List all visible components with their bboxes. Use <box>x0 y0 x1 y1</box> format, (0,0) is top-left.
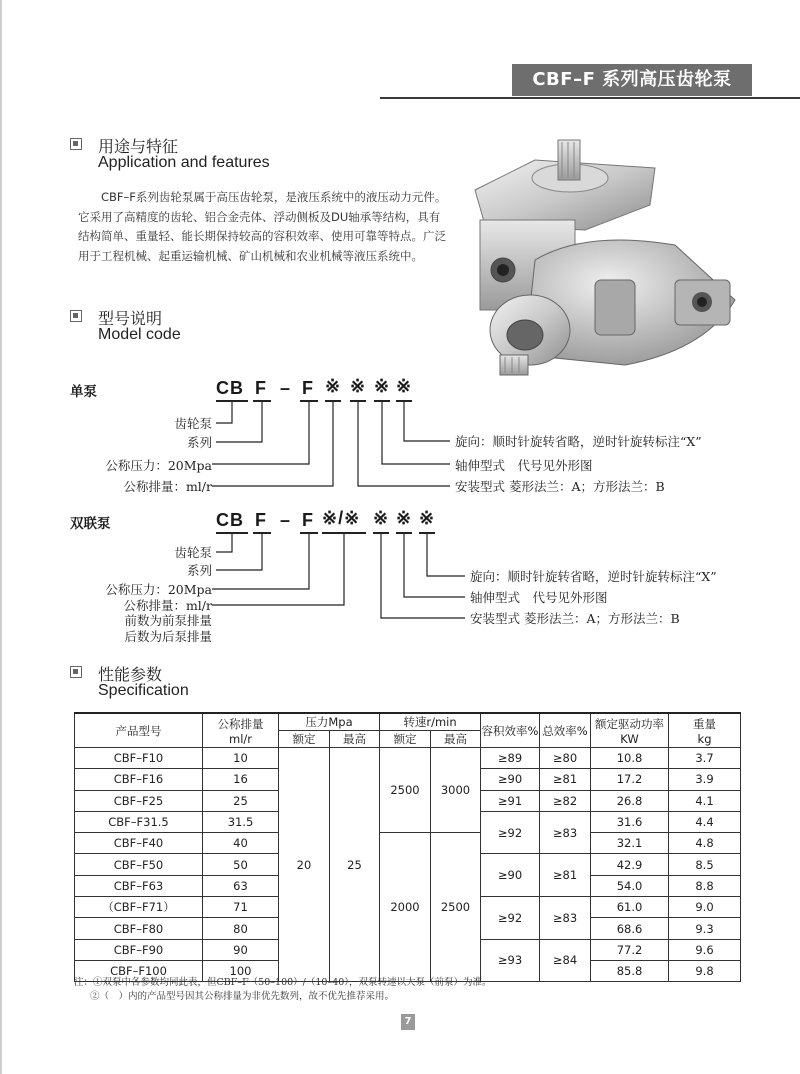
gear-pump-photo <box>465 130 765 390</box>
code-underline <box>325 400 341 402</box>
code-underline <box>419 532 435 534</box>
code-underline <box>253 400 271 402</box>
leader-line <box>212 534 309 589</box>
code-underline <box>216 400 248 402</box>
table-notes <box>74 976 492 1004</box>
leader-line <box>216 534 262 570</box>
header-speed-rated: 额定 <box>380 731 431 748</box>
header-model: 产品型号 <box>75 713 203 748</box>
code-underline <box>350 400 366 402</box>
pressure-rated-cell: 20 <box>279 748 330 982</box>
leader-line <box>216 402 262 442</box>
code-underline <box>253 532 271 534</box>
double-left-label: 前数为前泵排量 <box>124 613 212 628</box>
section-square-icon <box>70 310 82 322</box>
header-pressure: 压力Mpa <box>279 713 380 731</box>
table-row: （CBF–F71） 71 ≥92 ≥83 61.0 9.0 <box>75 897 741 918</box>
section-title-en: Model code <box>98 326 181 343</box>
section-square-icon <box>70 666 82 678</box>
section-title-cn: 性能参数 <box>98 665 163 684</box>
code-mark: ※/※ <box>322 508 361 528</box>
single-left-label: 齿轮泵 <box>174 416 212 431</box>
code-mark: ※ <box>396 508 413 528</box>
table-row: CBF–F100 100 85.8 9.8 <box>75 960 741 981</box>
code-underline <box>300 532 318 534</box>
header-banner <box>512 64 752 96</box>
section-title-en: Application and features <box>98 154 270 171</box>
table-row: CBF–F40 40 2000 2500 32.1 4.8 <box>75 833 741 854</box>
double-right-label: 旋向：顺时针旋转省略，逆时针旋转标注“X” <box>470 569 717 584</box>
header-displacement: 公称排量 ml/r <box>203 713 279 748</box>
code-cb: CB <box>216 510 244 530</box>
code-underline <box>300 400 318 402</box>
code-mark: ※ <box>419 508 436 528</box>
double-left-label: 系列 <box>186 563 212 578</box>
pressure-max-cell: 25 <box>330 748 380 982</box>
leader-line <box>404 402 450 441</box>
double-left-label: 公称压力：20Mpa <box>105 582 212 597</box>
code-mark: ※ <box>396 376 413 396</box>
speed-max-cell: 2500 <box>431 833 481 982</box>
code-pressure: F <box>302 510 314 530</box>
code-dash: – <box>280 510 292 530</box>
code-pressure: F <box>302 378 314 398</box>
single-left-label: 公称排量：ml/r <box>123 479 212 494</box>
section-square-icon <box>70 138 82 150</box>
table-row: CBF–F80 80 68.6 9.3 <box>75 918 741 939</box>
double-left-label: 后数为后泵排量 <box>124 629 212 644</box>
single-right-label: 旋向：顺时针旋转省略，逆时针旋转标注“X” <box>455 434 702 449</box>
header-rule <box>380 97 800 99</box>
leader-line <box>212 402 309 464</box>
double-right-label: 安装型式 菱形法兰：A；方形法兰：B <box>470 611 680 626</box>
code-mark: ※ <box>374 376 391 396</box>
speed-max-cell: 3000 <box>431 748 481 833</box>
code-underline <box>216 532 248 534</box>
header-pressure-max: 最高 <box>330 731 380 748</box>
leader-line <box>382 402 450 464</box>
leader-line <box>216 402 232 423</box>
table-row: CBF–F63 63 54.0 8.8 <box>75 875 741 896</box>
table-row: CBF–F90 90 ≥93 ≥84 77.2 9.6 <box>75 939 741 960</box>
code-mark: ※ <box>325 376 342 396</box>
leader-line <box>216 534 232 552</box>
speed-rated-cell: 2000 <box>380 833 431 982</box>
header-speed-max: 最高 <box>431 731 481 748</box>
table-row: CBF–F16 16 ≥90 ≥81 17.2 3.9 <box>75 769 741 790</box>
single-left-label: 公称压力：20Mpa <box>105 458 212 473</box>
code-cb: CB <box>216 378 244 398</box>
page-edge-line <box>0 0 2 1074</box>
section-title-cn: 用途与特征 <box>98 137 179 156</box>
table-row: CBF–F10 10 20 25 2500 3000 ≥89 ≥80 10.8 3.7 <box>75 748 741 769</box>
double-pump-label: 双联泵 <box>70 516 111 532</box>
code-underline <box>373 532 389 534</box>
code-underline <box>374 400 390 402</box>
page-number: 7 <box>401 1014 415 1030</box>
double-right-label: 轴伸型式 代号见外形图 <box>470 590 608 605</box>
speed-rated-cell: 2500 <box>380 748 431 833</box>
leader-line <box>358 402 450 486</box>
note-2: ②（ ）内的产品型号因其公称排量为非优先数列，故不优先推荐采用。 <box>90 991 395 1002</box>
header-speed: 转速r/min <box>380 713 481 731</box>
table-row: CBF–F50 50 ≥90 ≥81 42.9 8.5 <box>75 854 741 875</box>
leader-line <box>381 534 465 618</box>
leader-line <box>427 534 465 576</box>
code-underline <box>322 532 366 534</box>
double-left-label: 齿轮泵 <box>174 545 212 560</box>
header-tot-eff: 总效率% <box>540 713 591 748</box>
code-mark: ※ <box>373 508 390 528</box>
note-1: 注：①双泵中各参数均同此表，但CBF–F（50–100）/（10–40），双泵转速以大泵（前泵）为准。 <box>74 977 492 988</box>
table-row: CBF–F31.5 31.5 ≥92 ≥83 31.6 4.4 <box>75 811 741 832</box>
single-right-label: 安装型式 菱形法兰：A；方形法兰：B <box>455 479 665 494</box>
section-title-cn: 型号说明 <box>98 309 163 328</box>
code-underline <box>396 532 412 534</box>
header-title: CBF–F 系列高压齿轮泵 <box>532 69 732 90</box>
header-weight: 重量 kg <box>669 713 741 748</box>
header-vol-eff: 容积效率% <box>481 713 540 748</box>
code-dash: – <box>280 378 292 398</box>
header-power: 额定驱动功率 KW <box>591 713 669 748</box>
single-left-label: 系列 <box>186 435 212 450</box>
spec-table <box>74 712 741 982</box>
single-right-label: 轴伸型式 代号见外形图 <box>455 458 593 473</box>
leader-line <box>212 534 344 605</box>
code-series: F <box>255 510 267 530</box>
intro-paragraph: CBF–F系列齿轮泵属于高压齿轮泵，是液压系统中的液压动力元件。它采用了高精度的齿轮、铝合金壳体、浮动侧板及DU轴承等结构，具有结构简单、重量轻、能长期保持较高的容积效率、使用可靠等特点。广泛用于工程机械、起重运输机械、矿山机械和农业机械等液压系统中。 <box>78 190 447 263</box>
table-row: CBF–F25 25 ≥91 ≥82 26.8 4.1 <box>75 790 741 811</box>
code-series: F <box>255 378 267 398</box>
leader-line <box>212 402 333 486</box>
header-pressure-rated: 额定 <box>279 731 330 748</box>
double-left-label: 公称排量：ml/r <box>123 598 212 613</box>
code-mark: ※ <box>350 376 367 396</box>
leader-line <box>404 534 465 597</box>
code-underline <box>396 400 412 402</box>
section-title-en: Specification <box>98 682 189 699</box>
single-pump-label: 单泵 <box>70 384 97 400</box>
